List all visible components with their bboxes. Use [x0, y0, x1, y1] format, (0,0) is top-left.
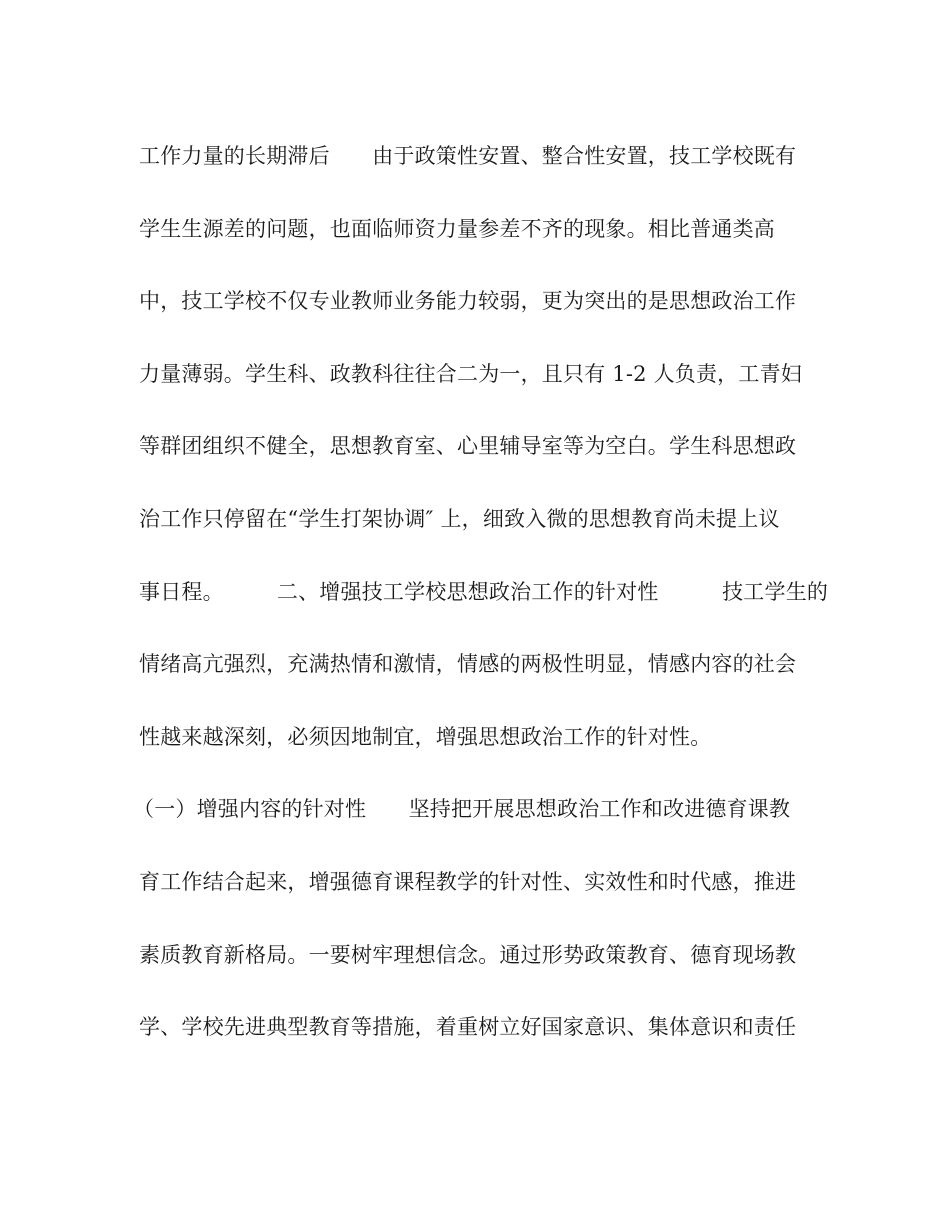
text-line-5: 等群团组织不健全，思想教育室、心里辅导室等为空白。学生科思想政: [139, 434, 797, 459]
text-line-11: 育工作结合起来，增强德育课程教学的针对性、实效性和时代感，推进: [139, 869, 797, 894]
text-line-4: 力量薄弱。学生科、政教科往往合二为一，且只有 1-2 人负责，工青妇: [139, 361, 802, 386]
text-line-2: 学生生源差的问题，也面临师资力量参差不齐的现象。相比普通类高: [139, 216, 775, 241]
body-text: [133, 138, 829, 1082]
text-line-3: 中，技工学校不仅专业教师业务能力较弱，更为突出的是思想政治工作: [139, 289, 797, 314]
text-line-7: 事日程。 二、增强技工学校思想政治工作的针对性 技工学生的: [139, 579, 829, 604]
text-line-13: 学、学校先进典型教育等措施，着重树立好国家意识、集体意识和责任: [139, 1015, 797, 1040]
text-line-6: 治工作只停留在“学生打架协调″ 上，细致入微的思想教育尚未提上议: [139, 506, 780, 531]
text-line-8: 情绪高亢强烈，充满热情和激情，情感的两极性明显，情感内容的社会: [139, 652, 797, 677]
text-line-1: 工作力量的长期滞后 由于政策性安置、整合性安置，技工学校既有: [139, 144, 797, 168]
section-heading-line: （一）增强内容的针对性 坚持把开展思想政治工作和改进德育课教: [133, 797, 791, 822]
text-line-12: 素质教育新格局。一要树牢理想信念。通过形势政策教育、德育现场教: [139, 942, 797, 967]
text-line-9: 性越来越深刻，必须因地制宜，增强思想政治工作的针对性。: [139, 724, 712, 749]
